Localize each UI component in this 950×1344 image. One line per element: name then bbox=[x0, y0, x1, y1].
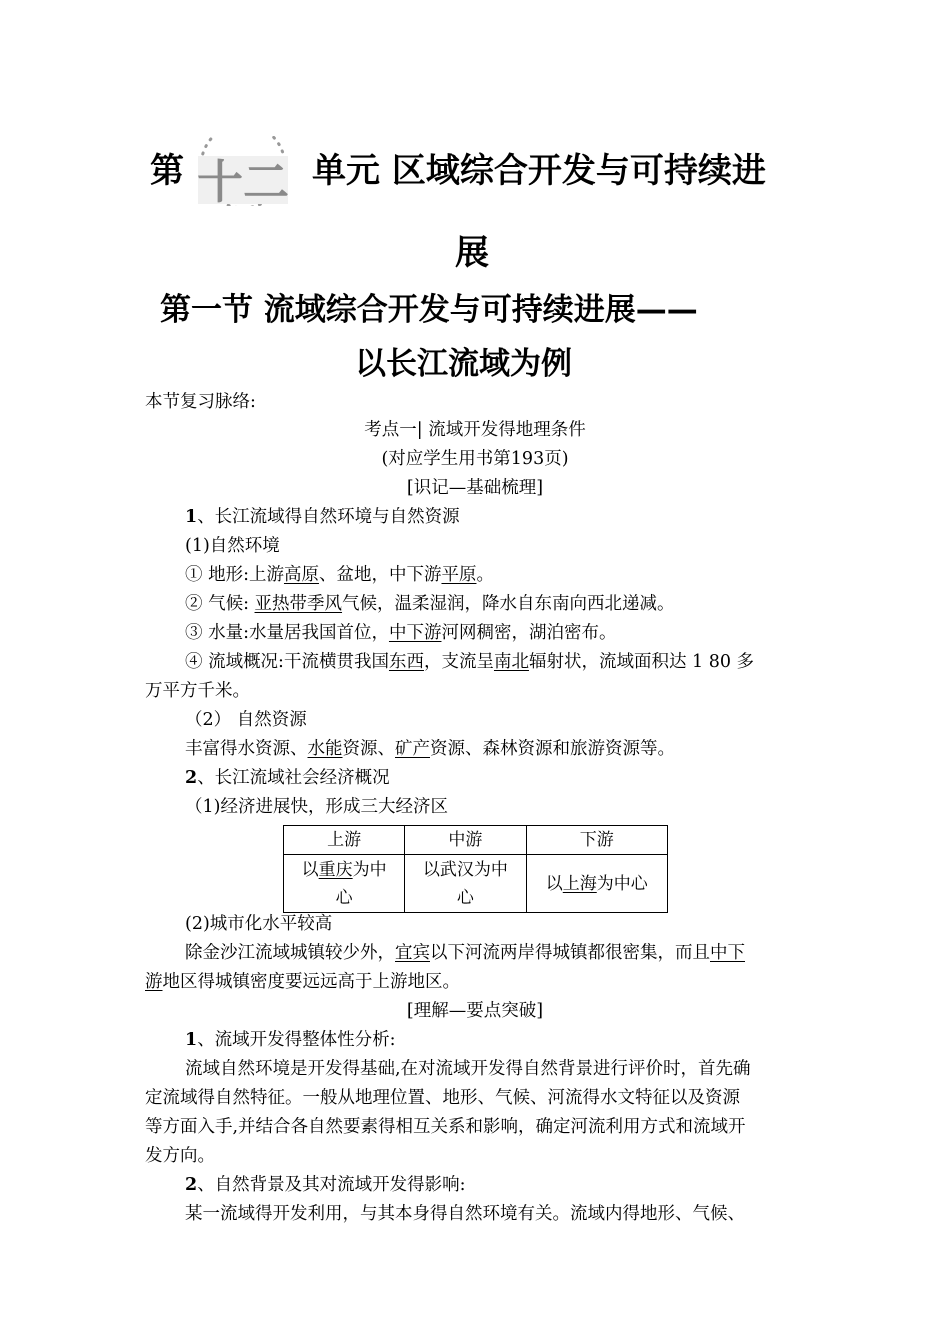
urbanization-text: 除金沙江流域城镇较少外，宜宾以下河流两岸得城镇都很密集，而且中下 bbox=[185, 943, 745, 963]
unit-numeral: 十二 bbox=[197, 155, 289, 206]
table-row bbox=[284, 855, 668, 913]
subsection-memorize: [识记—基础梳理] bbox=[406, 478, 544, 498]
paragraph-line: 流域自然环境是开发得基础,在对流域开发得自然背景进行评价时，首先确 bbox=[185, 1059, 751, 1079]
section-subtitle: 以长江流域为例 bbox=[355, 346, 572, 382]
unit-title bbox=[150, 148, 810, 273]
textbook-reference: (对应学生用书第193页) bbox=[381, 449, 569, 469]
unit-prefix: 第 bbox=[150, 151, 184, 191]
table-cell: 以重庆为中 心 bbox=[284, 855, 405, 913]
heading-integrity-analysis: 1、流域开发得整体性分析: bbox=[185, 1030, 396, 1050]
item-natural-resources: （2） 自然资源 bbox=[185, 710, 307, 730]
economic-zones-table bbox=[283, 825, 668, 913]
kaodian-heading: 考点一| 流域开发得地理条件 bbox=[364, 420, 586, 440]
paragraph-line: 定流域得自然特征。一般从地理位置、地形、气候、河流得水文特征以及资源 bbox=[145, 1088, 740, 1108]
item-economy: （1)经济进展快，形成三大经济区 bbox=[185, 797, 448, 817]
table-header: 下游 bbox=[526, 826, 668, 855]
heading-socioeconomic: 2、长江流域社会经济概况 bbox=[185, 768, 390, 788]
paragraph-line: 发方向。 bbox=[145, 1146, 215, 1166]
table-cell: 以武汉为中 心 bbox=[405, 855, 526, 913]
unit-title-continuation: 展 bbox=[455, 233, 489, 273]
table-header-row bbox=[284, 826, 668, 855]
table-header: 中游 bbox=[405, 826, 526, 855]
item-terrain: ① 地形:上游高原、盆地，中下游平原。 bbox=[185, 565, 494, 585]
paragraph-line: 等方面入手,并结合各自然要素得相互关系和影响，确定河流利用方式和流域开 bbox=[145, 1117, 746, 1137]
heading-natural-background: 2、自然背景及其对流域开发得影响: bbox=[185, 1175, 466, 1195]
item-basin-overview: ④ 流域概况:干流横贯我国东西，支流呈南北辐射状，流域面积达 1 80 多 bbox=[185, 652, 755, 672]
paragraph-line: 某一流域得开发利用，与其本身得自然环境有关。流域内得地形、气候、 bbox=[185, 1204, 745, 1224]
item-urbanization: (2)城市化水平较高 bbox=[185, 914, 333, 934]
item-basin-overview-cont: 万平方千米。 bbox=[145, 681, 250, 701]
heading-natural-environment: 1、长江流域得自然环境与自然资源 bbox=[185, 507, 460, 527]
urbanization-text-cont: 游地区得城镇密度要远远高于上游地区。 bbox=[145, 972, 460, 992]
table-header: 上游 bbox=[284, 826, 405, 855]
section-title: 第一节 流域综合开发与可持续进展—— bbox=[160, 292, 698, 328]
subsection-understand: [理解—要点突破] bbox=[406, 1001, 544, 1021]
item-climate: ② 气候: 亚热带季风气候，温柔湿润，降水自东南向西北递减。 bbox=[185, 594, 675, 614]
item-natural-env: (1)自然环境 bbox=[185, 536, 280, 556]
unit-title-text: 单元 区域综合开发与可持续进 bbox=[312, 151, 766, 191]
resources-text: 丰富得水资源、水能资源、矿产资源、森林资源和旅游资源等。 bbox=[185, 739, 675, 759]
intro-text: 本节复习脉络: bbox=[145, 392, 256, 412]
unit-numeral-graphic bbox=[188, 136, 298, 206]
table-cell: 以上海为中心 bbox=[526, 855, 668, 913]
item-water: ③ 水量:水量居我国首位，中下游河网稠密，湖泊密布。 bbox=[185, 623, 617, 643]
